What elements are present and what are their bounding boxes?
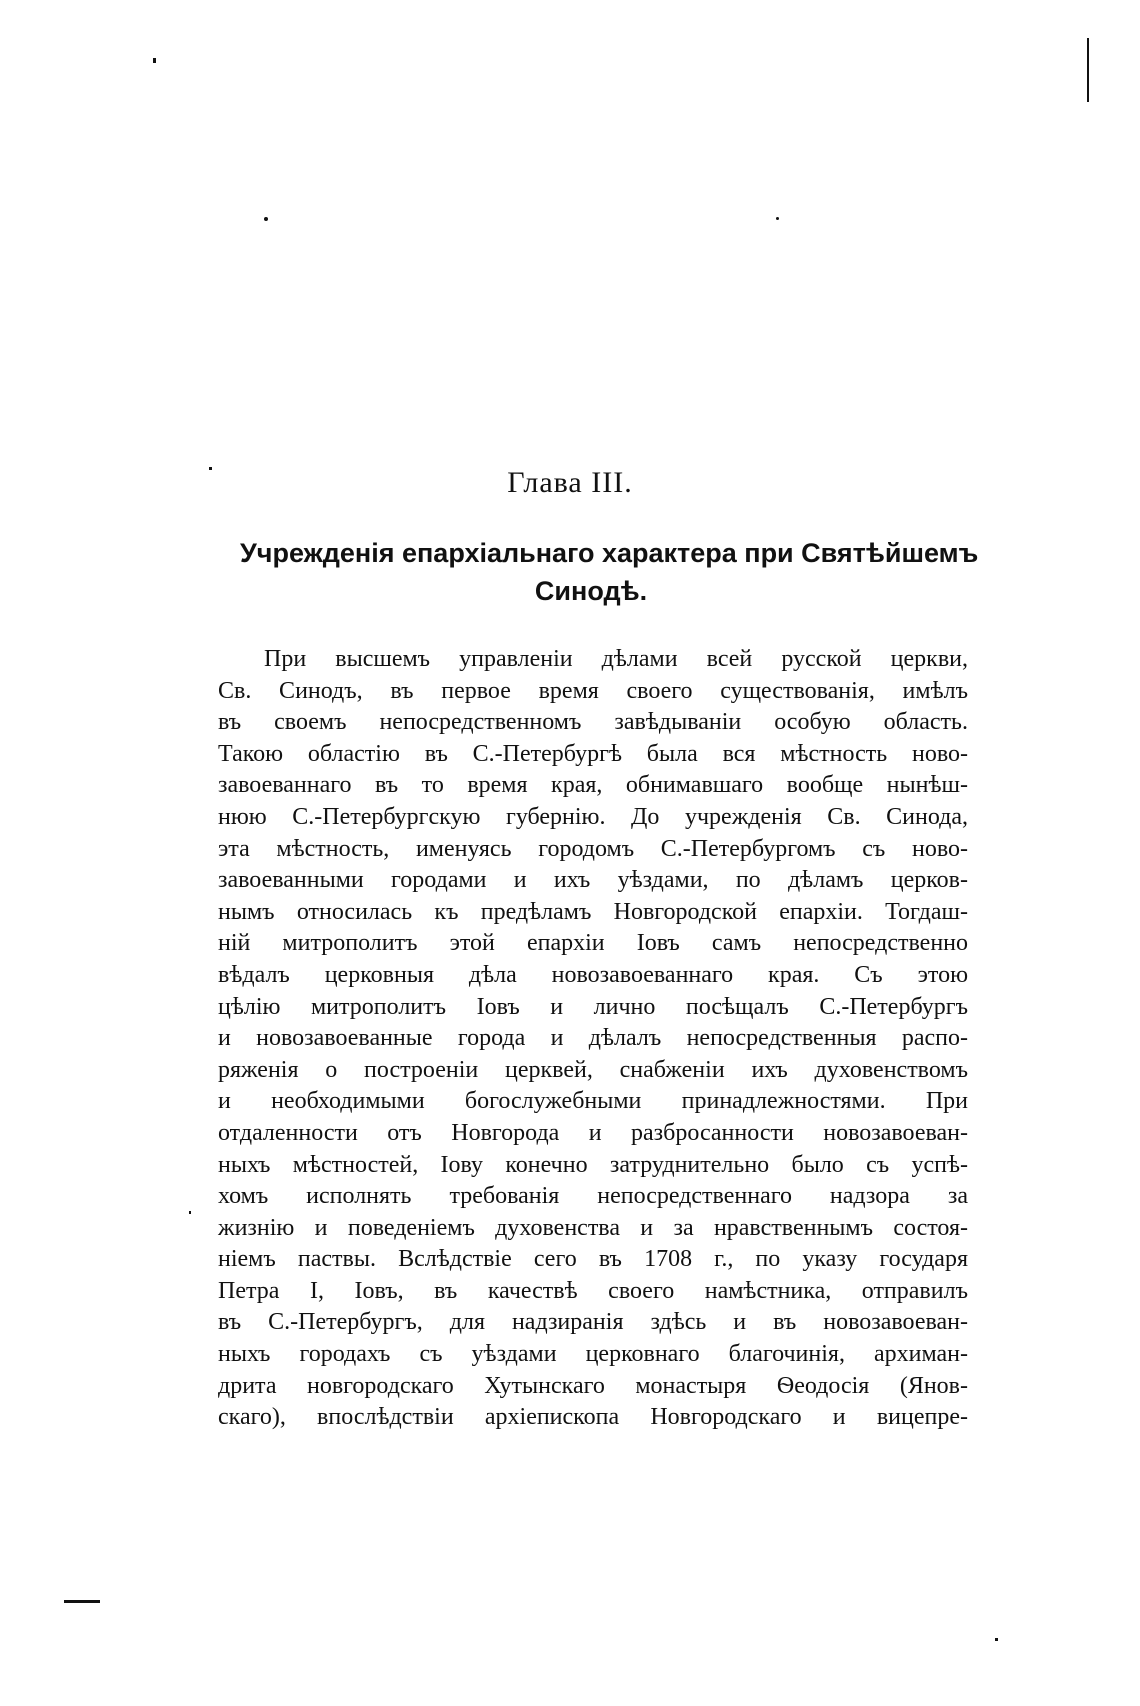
text-line: вѣдалъ церковныя дѣла новозавоеваннаго края. Съ этою — [218, 961, 968, 988]
text-line: отдаленности отъ Новгорода и разбросанности новозавоеван- — [218, 1119, 968, 1146]
scan-speck — [264, 217, 268, 221]
text-line: въ С.-Петербургъ, для надзиранія здѣсь и въ новозавоеван- — [218, 1309, 968, 1336]
text-line: завоеванными городами и ихъ уѣздами, по дѣламъ церков- — [218, 867, 968, 894]
text-line: жизнію и поведеніемъ духовенства и за нравственнымъ состоя- — [218, 1214, 968, 1241]
body-paragraph — [218, 644, 968, 1434]
text-line: ряженія о построеніи церквей, снабженіи ихъ духовенствомъ — [218, 1056, 968, 1083]
text-line: ныхъ городахъ съ уѣздами церковнаго благочинія, архиман- — [218, 1341, 968, 1368]
text-line: нымъ относилась къ предѣламъ Новгородской епархіи. Тогдаш- — [218, 898, 968, 925]
text-line: скаго), впослѣдствіи архіепископа Новгородскаго и вицепре- — [218, 1404, 968, 1431]
text-line: Такою областію въ С.-Петербургѣ была вся мѣстность ново- — [218, 740, 968, 767]
section-heading-line: Учрежденія епархіальнаго характера при Святѣйшемъ — [240, 538, 979, 568]
text-line: ній митрополитъ этой епархіи Іовъ самъ непосредственно — [218, 930, 968, 957]
scan-speck — [153, 58, 156, 63]
text-line: и необходимыми богослужебными принадлежностями. При — [218, 1088, 968, 1115]
scan-speck — [189, 1211, 191, 1214]
scan-dash — [64, 1600, 100, 1603]
text-line: ніемъ паствы. Вслѣдствіе сего въ 1708 г., по указу государя — [218, 1246, 968, 1273]
text-line: ныхъ мѣстностей, Іову конечно затруднительно было съ успѣ- — [218, 1151, 968, 1178]
text-line: и новозавоеванные города и дѣлалъ непосредственныя распо- — [218, 1025, 968, 1052]
text-line: Петра I, Іовъ, въ качествѣ своего намѣстника, отправилъ — [218, 1277, 968, 1304]
section-heading-line: Синодѣ. — [534, 576, 648, 606]
text-line: нюю С.-Петербургскую губернію. До учрежденія Св. Синода, — [218, 803, 968, 830]
text-line: Св. Синодъ, въ первое время своего существованія, имѣлъ — [218, 677, 968, 704]
text-line: завоеваннаго въ то время края, обнимавшаго вообще нынѣш- — [218, 772, 968, 799]
chapter-title: Глава III. — [507, 466, 633, 499]
scan-speck — [776, 217, 779, 220]
section-heading — [240, 534, 979, 610]
scan-edge-line — [1087, 38, 1089, 102]
text-line: При высшемъ управленіи дѣлами всей русской церкви, — [264, 646, 968, 672]
text-line: хомъ исполнять требованія непосредственнаго надзора за — [218, 1183, 968, 1210]
text-line: въ своемъ непосредственномъ завѣдываніи особую область. — [218, 709, 968, 736]
text-line: эта мѣстность, именуясь городомъ С.-Петербургомъ съ ново- — [218, 835, 968, 862]
scan-speck — [995, 1638, 998, 1641]
text-line: цѣлію митрополитъ Іовъ и лично посѣщалъ С.-Петербургъ — [218, 993, 968, 1020]
text-line: дрита новгородскаго Хутынскаго монастыря Ѳеодосія (Янов- — [218, 1372, 968, 1399]
